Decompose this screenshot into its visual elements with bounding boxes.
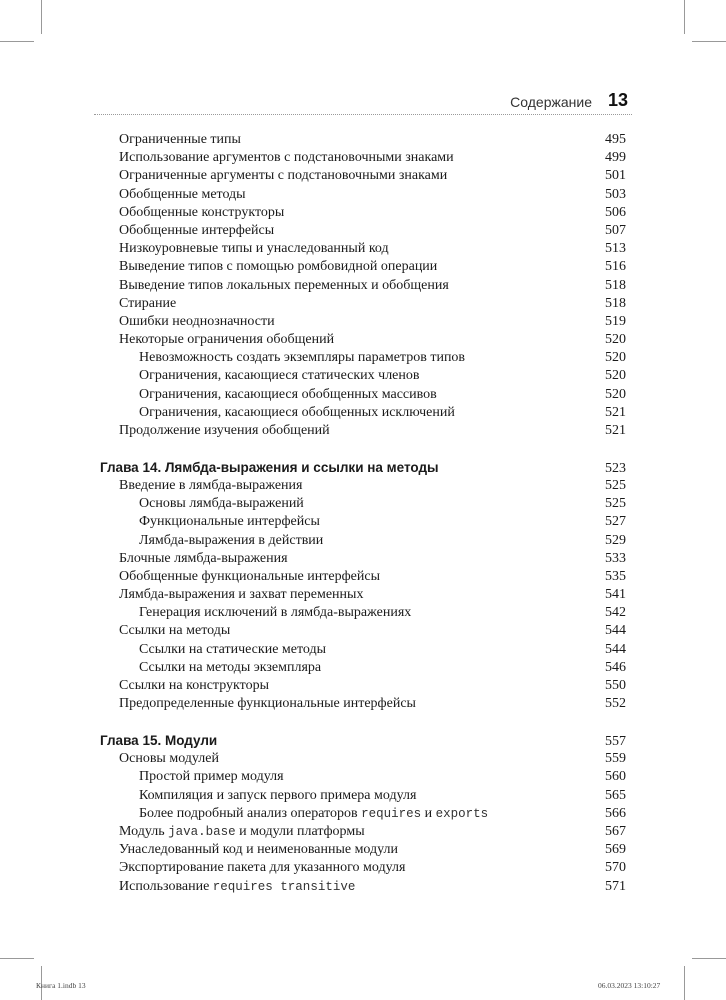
entry-page: 557 <box>605 734 626 749</box>
toc-entry <box>100 532 626 550</box>
entry-page: 518 <box>605 295 626 311</box>
entry-page: 550 <box>605 678 626 694</box>
toc-entry <box>100 550 626 568</box>
entry-title: Глава 14. Лямбда-выражения и ссылки на методы <box>100 459 439 475</box>
toc-entry <box>100 404 626 422</box>
entry-title: Обобщенные функциональные интерфейсы <box>119 568 380 584</box>
entry-page: 527 <box>605 514 626 530</box>
entry-title: Лямбда-выражения и захват переменных <box>119 587 364 603</box>
toc-entry <box>100 677 626 695</box>
toc-entry <box>100 186 626 204</box>
code-fragment: exports <box>435 806 489 821</box>
toc-entry <box>100 604 626 622</box>
toc-entry <box>100 768 626 786</box>
toc-entry <box>100 695 626 713</box>
toc-entry <box>100 367 626 385</box>
entry-page: 529 <box>605 532 626 548</box>
crop-mark <box>0 41 34 42</box>
toc-entry <box>100 841 626 859</box>
toc-entry <box>100 349 626 367</box>
entry-page: 533 <box>605 550 626 566</box>
entry-title: Основы лямбда-выражений <box>139 496 304 512</box>
chapter-entry <box>100 459 626 477</box>
title-fragment: Модуль <box>119 823 169 839</box>
entry-page: 542 <box>605 605 626 621</box>
entry-page: 565 <box>605 787 626 803</box>
entry-page: 566 <box>605 805 626 821</box>
entry-title: Предопределенные функциональные интерфейсы <box>119 696 416 712</box>
entry-page: 521 <box>605 404 626 420</box>
chapter-spacer <box>100 713 626 732</box>
entry-page: 559 <box>605 751 626 767</box>
entry-page: 569 <box>605 842 626 858</box>
toc-entry <box>100 240 626 258</box>
toc-entry <box>100 313 626 331</box>
toc-entry <box>100 477 626 495</box>
code-fragment: java.base <box>168 824 236 839</box>
entry-title: Ошибки неоднозначности <box>119 313 275 329</box>
chapter-entry <box>100 732 626 750</box>
entry-title: Ссылки на методы экземпляра <box>139 659 322 675</box>
entry-title: Ограниченные аргументы с подстановочными знаками <box>119 168 448 184</box>
toc-entry <box>100 659 626 677</box>
entry-title: Низкоуровневые типы и унаследованный код <box>119 241 389 257</box>
entry-title: Ограничения, касающиеся статических членов <box>139 368 420 384</box>
toc-entry <box>100 586 626 604</box>
toc-entry <box>100 622 626 640</box>
entry-title: Ссылки на статические методы <box>139 641 327 657</box>
toc-entry <box>100 568 626 586</box>
running-head <box>94 84 632 115</box>
toc-entry <box>100 422 626 440</box>
toc-entry <box>100 131 626 149</box>
crop-mark <box>684 966 685 1000</box>
entry-title: Обобщенные интерфейсы <box>119 222 275 238</box>
entry-title: Использование аргументов с подстановочными знаками <box>119 150 454 166</box>
footer-file-info: Книга 1.indb 13 <box>36 981 86 990</box>
entry-title: Выведение типов с помощью ромбовидной операции <box>119 259 438 275</box>
entry-title: Некоторые ограничения обобщений <box>119 332 335 348</box>
entry-page: 513 <box>605 241 626 257</box>
entry-page: 520 <box>605 332 626 348</box>
entry-page: 525 <box>605 477 626 493</box>
toc-entry <box>100 149 626 167</box>
title-fragment: Более подробный анализ операторов <box>139 805 362 821</box>
entry-title: Глава 15. Модули <box>100 733 218 748</box>
toc-entry <box>100 878 626 896</box>
entry-title: Компиляция и запуск первого примера модуля <box>139 787 417 803</box>
entry-title: Выведение типов локальных переменных и обобщения <box>119 277 449 293</box>
entry-page: 495 <box>605 132 626 147</box>
entry-title: Экспортирование пакета для указанного модуля <box>119 860 406 876</box>
title-fragment: и модули платформы <box>235 823 365 839</box>
entry-title: Ограничения, касающиеся обобщенных исключений <box>139 404 455 420</box>
entry-title: Генерация исключений в лямбда-выражениях <box>139 605 412 621</box>
entry-title: Простой пример модуля <box>139 769 284 785</box>
entry-page: 560 <box>605 769 626 785</box>
entry-page: 535 <box>605 568 626 584</box>
entry-page: 501 <box>605 168 626 184</box>
toc-entry <box>100 805 626 823</box>
toc-entry <box>100 787 626 805</box>
code-fragment: requires <box>361 806 422 821</box>
toc-entry <box>100 641 626 659</box>
toc-entry <box>100 258 626 276</box>
toc-entry <box>100 277 626 295</box>
entry-title: Основы модулей <box>119 751 219 767</box>
entry-title: Функциональные интерфейсы <box>139 514 320 530</box>
section-title: Содержание <box>510 94 592 110</box>
entry-page: 503 <box>605 186 626 202</box>
toc-entry <box>100 495 626 513</box>
entry-page: 499 <box>605 150 626 166</box>
toc-entry <box>100 222 626 240</box>
page-number: 13 <box>607 90 628 110</box>
entry-title: Унаследованный код и неименованные модули <box>119 842 399 858</box>
entry-title: Стирание <box>119 295 177 311</box>
entry-title: Введение в лямбда-выражения <box>119 477 303 493</box>
title-fragment: Использование <box>119 878 213 894</box>
entry-title: Обобщенные конструкторы <box>119 204 285 220</box>
crop-mark <box>684 0 685 34</box>
toc-entry <box>100 513 626 531</box>
entry-title: Продолжение изучения обобщений <box>119 423 330 438</box>
entry-title: Невозможность создать экземпляры параметров типов <box>139 350 466 366</box>
entry-title <box>139 805 488 823</box>
crop-mark <box>41 0 42 34</box>
toc-entry <box>100 295 626 313</box>
entry-page: 518 <box>605 277 626 293</box>
entry-page: 520 <box>605 368 626 384</box>
table-of-contents <box>100 131 626 896</box>
entry-title: Ограничения, касающиеся обобщенных массивов <box>139 386 437 402</box>
toc-entry <box>100 386 626 404</box>
toc-entry <box>100 204 626 222</box>
entry-page: 570 <box>605 860 626 876</box>
entry-title <box>119 823 365 841</box>
entry-title: Лямбда-выражения в действии <box>139 532 324 548</box>
toc-entry <box>100 331 626 349</box>
crop-mark <box>692 41 726 42</box>
crop-mark <box>692 958 726 959</box>
toc-entry <box>100 823 626 841</box>
entry-page: 541 <box>605 587 626 603</box>
entry-page: 507 <box>605 222 626 238</box>
entry-page: 523 <box>605 460 626 476</box>
entry-page: 506 <box>605 204 626 220</box>
entry-page: 516 <box>605 259 626 275</box>
entry-page: 521 <box>605 423 626 438</box>
toc-entry <box>100 167 626 185</box>
entry-title: Ссылки на методы <box>119 623 231 639</box>
entry-page: 525 <box>605 496 626 512</box>
entry-title: Обобщенные методы <box>119 186 246 202</box>
entry-title <box>119 878 355 896</box>
code-fragment: requires transitive <box>212 879 356 894</box>
entry-page: 519 <box>605 313 626 329</box>
toc-entry <box>100 859 626 877</box>
title-fragment: и <box>421 805 436 821</box>
chapter-spacer <box>100 440 626 459</box>
footer-timestamp: 06.03.2023 13:10:27 <box>598 981 661 990</box>
entry-page: 544 <box>605 623 626 639</box>
toc-entry <box>100 750 626 768</box>
crop-mark <box>0 958 34 959</box>
entry-page: 520 <box>605 386 626 402</box>
entry-page: 544 <box>605 641 626 657</box>
entry-title: Ссылки на конструкторы <box>119 678 269 694</box>
entry-page: 571 <box>605 878 626 894</box>
entry-title: Ограниченные типы <box>119 132 241 147</box>
entry-page: 520 <box>605 350 626 366</box>
entry-page: 567 <box>605 823 626 839</box>
entry-page: 546 <box>605 659 626 675</box>
entry-page: 552 <box>605 696 626 712</box>
entry-title: Блочные лямбда-выражения <box>119 550 288 566</box>
